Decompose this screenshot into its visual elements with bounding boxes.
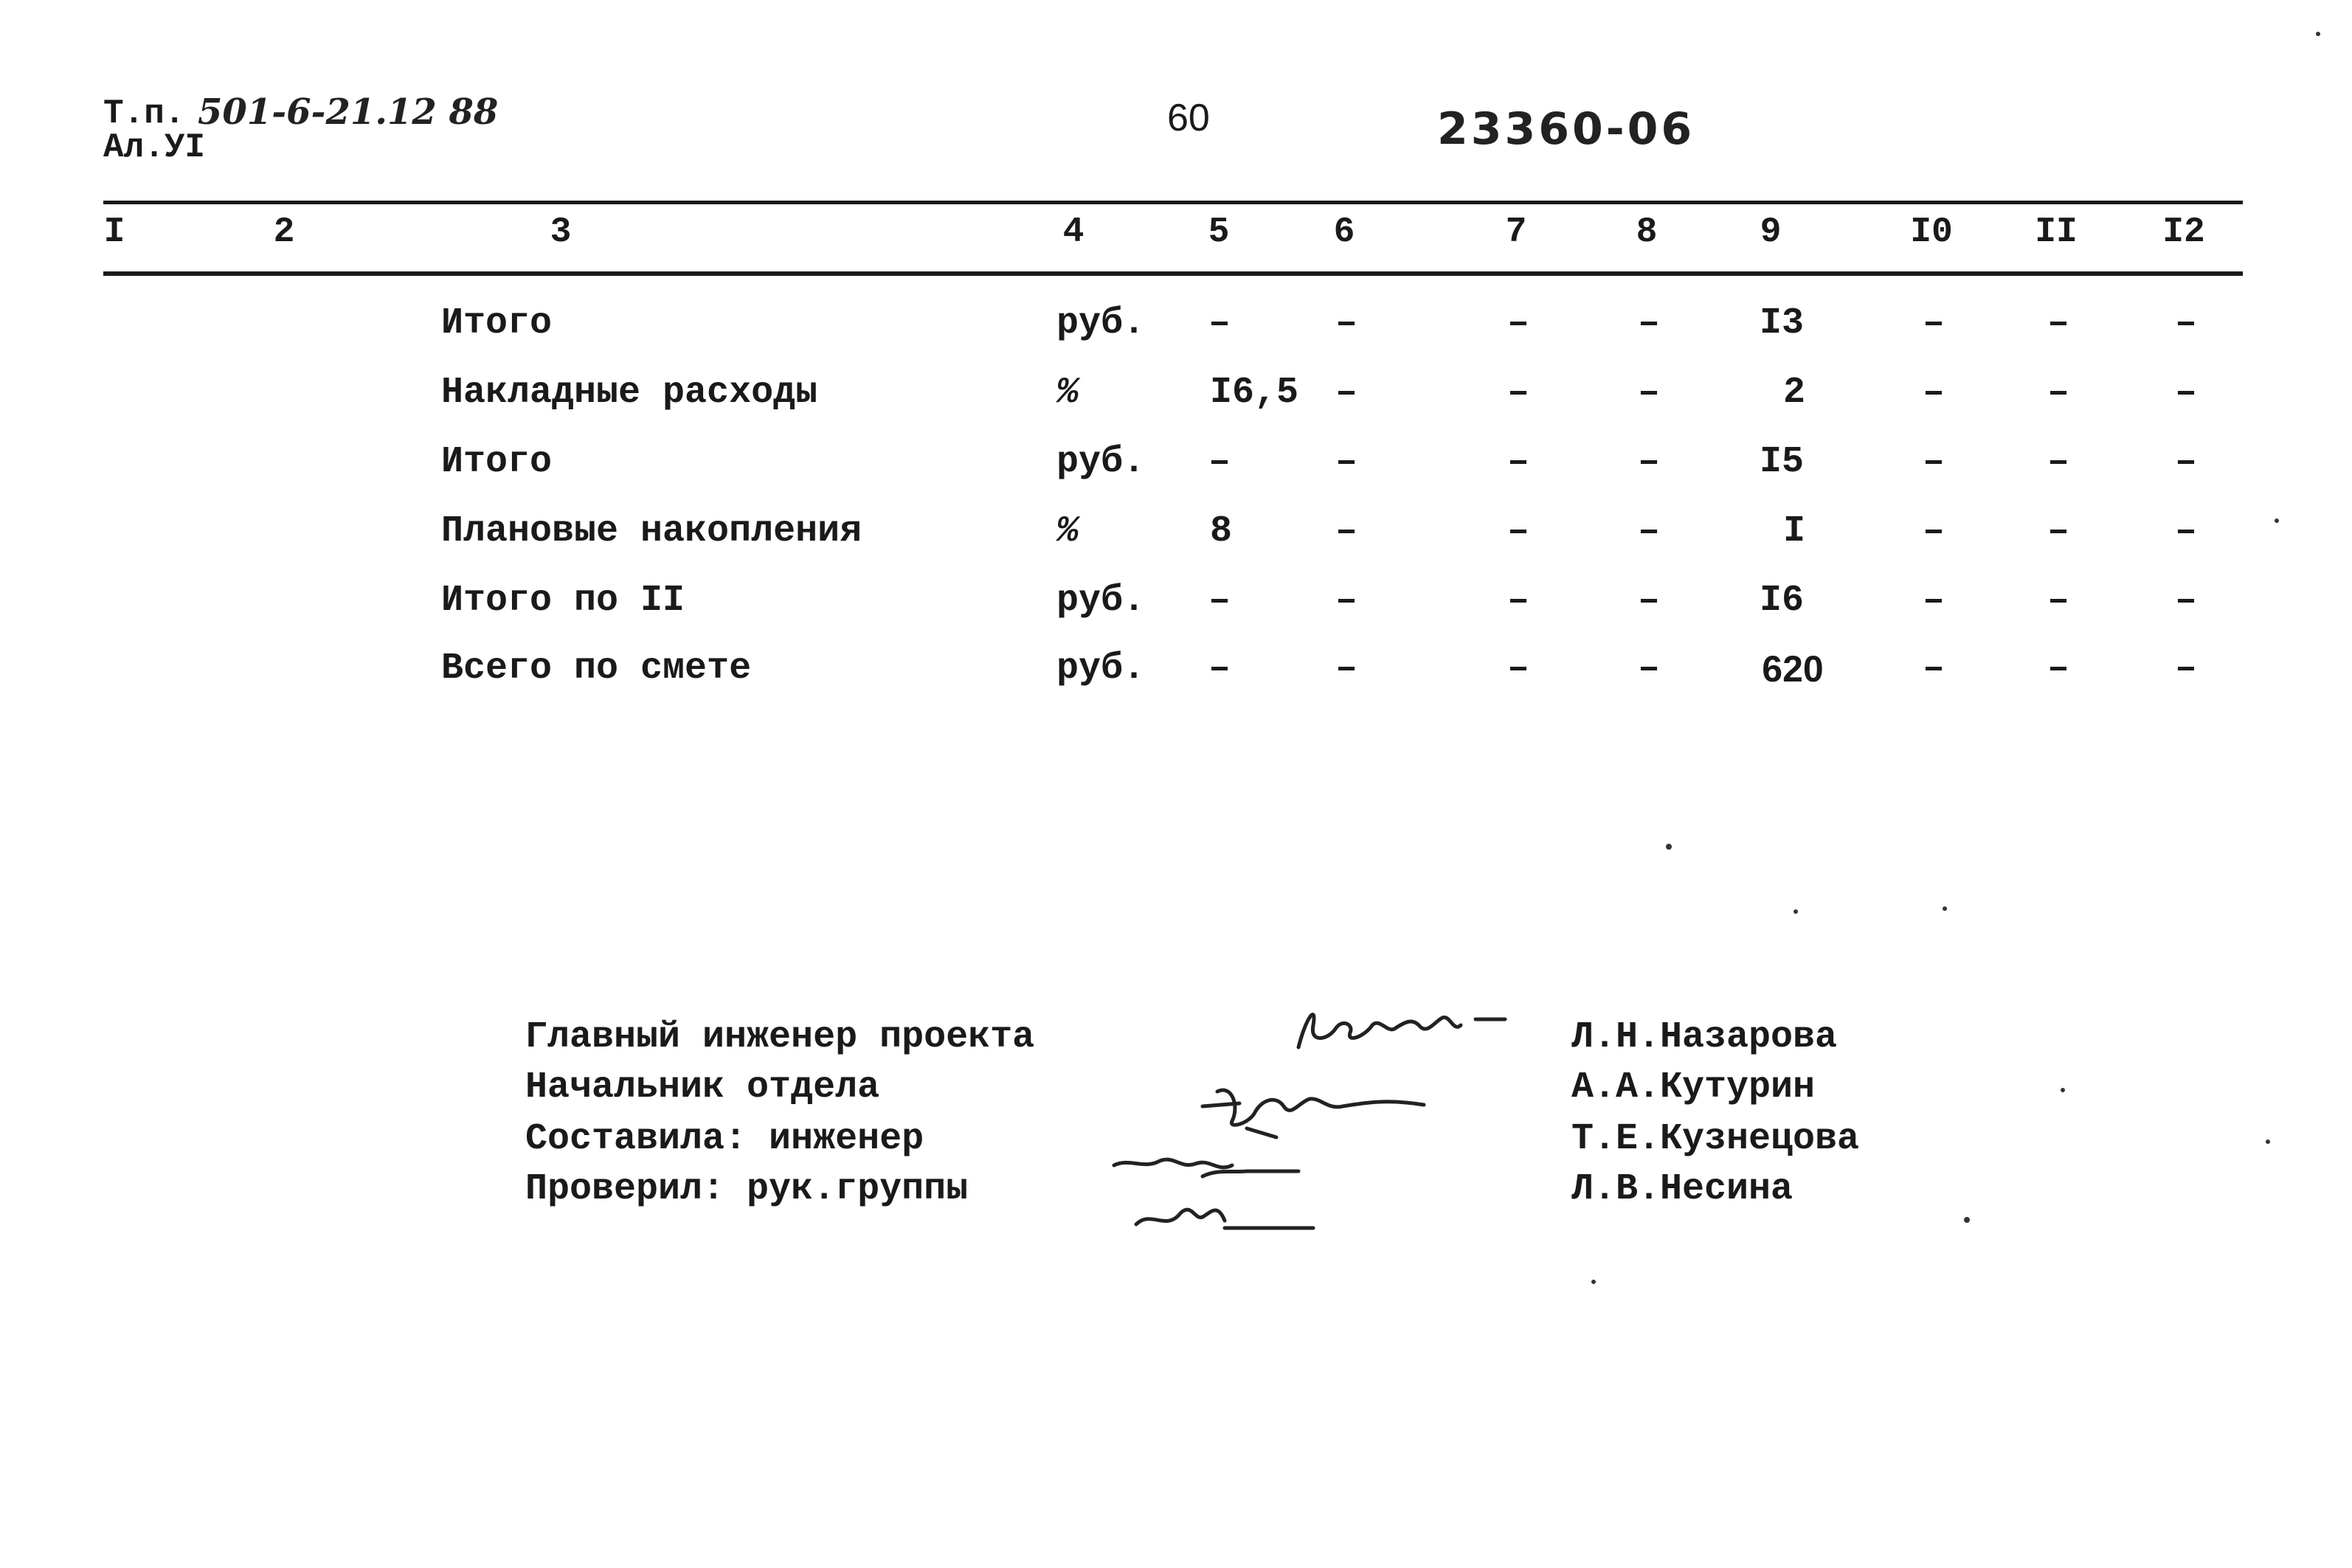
cell-c10: – [1922,441,1945,483]
row-label: Всего по смете [441,648,752,690]
cell-c6: – [1335,372,1357,414]
cell-c5: I6,5 [1210,372,1299,414]
cell-c7: – [1507,372,1529,414]
row-label: Итого [441,441,553,483]
cell-c9: I5 [1759,441,1804,483]
column-header: I2 [2162,212,2205,252]
column-header: 9 [1760,212,1782,252]
cell-c7: – [1507,510,1529,552]
cell-c10: – [1922,302,1945,344]
doc-code: 23360-06 [1437,103,1695,155]
column-header: 4 [1062,212,1085,252]
cell-c8: – [1637,580,1660,622]
cell-c9: I3 [1759,302,1804,344]
signature-name: Л.Н.Назарова [1571,1016,1838,1058]
row-unit: руб. [1056,302,1146,344]
signature-role: Начальник отдела [525,1066,880,1109]
cell-c6: – [1335,510,1357,552]
row-unit: руб. [1056,441,1146,483]
row-unit: руб. [1056,648,1146,690]
signature-name: Л.В.Несина [1571,1168,1794,1210]
cell-c11: – [2047,302,2069,344]
cell-c12: – [2174,648,2197,690]
signature-role: Проверил: рук.группы [525,1168,969,1210]
cell-c5: 8 [1210,510,1233,552]
cell-c5: – [1208,441,1231,483]
row-label: Итого [441,302,553,344]
column-header: 3 [550,212,572,252]
cell-c11: – [2047,648,2069,690]
cell-c12: – [2174,372,2197,414]
signature-name: А.А.Кутурин [1571,1066,1816,1109]
column-header: 2 [273,212,295,252]
cell-c9: I [1782,510,1805,552]
cell-c6: – [1335,302,1357,344]
cell-c11: – [2047,441,2069,483]
tp-number: 501-6-21.12 88 [198,91,499,133]
cell-c8: – [1637,648,1660,690]
album-label: Ал.УI [103,128,206,167]
cell-c12: – [2174,580,2197,622]
cell-c8: – [1637,302,1660,344]
row-unit: % [1056,510,1079,552]
cell-c11: – [2047,510,2069,552]
cell-c12: – [2174,302,2197,344]
row-unit: руб. [1056,580,1146,622]
row-unit: % [1056,372,1079,414]
cell-c8: – [1637,441,1660,483]
column-header: 8 [1636,212,1658,252]
signature-role: Составила: инженер [525,1118,924,1160]
cell-c6: – [1335,648,1357,690]
signature-name: Т.Е.Кузнецова [1571,1118,1860,1160]
cell-c7: – [1507,302,1529,344]
row-label: Итого по II [441,580,685,622]
column-header: I0 [1910,212,1953,252]
cell-c10: – [1922,372,1945,414]
signature-role: Главный инженер проекта [525,1016,1035,1058]
cell-c9: 2 [1782,372,1805,414]
cell-c9: I6 [1759,580,1804,622]
cell-c5: – [1208,648,1231,690]
cell-c9: 620 [1762,648,1824,690]
cell-c11: – [2047,372,2069,414]
page-number: 60 [1167,97,1210,139]
cell-c5: – [1208,302,1231,344]
cell-c6: – [1335,580,1357,622]
cell-c7: – [1507,441,1529,483]
cell-c7: – [1507,648,1529,690]
cell-c7: – [1507,580,1529,622]
cell-c5: – [1208,580,1231,622]
tp-prefix: Т.п. [103,94,185,133]
column-header: 7 [1505,212,1527,252]
cell-c12: – [2174,441,2197,483]
cell-c8: – [1637,510,1660,552]
column-header: 6 [1333,212,1355,252]
cell-c12: – [2174,510,2197,552]
cell-c10: – [1922,648,1945,690]
cell-c11: – [2047,580,2069,622]
column-header: 5 [1208,212,1230,252]
row-label: Плановые накопления [441,510,862,552]
cell-c10: – [1922,580,1945,622]
column-header: I [103,212,125,252]
row-label: Накладные расходы [441,372,818,414]
cell-c8: – [1637,372,1660,414]
column-header: II [2035,212,2078,252]
cell-c6: – [1335,441,1357,483]
cell-c10: – [1922,510,1945,552]
